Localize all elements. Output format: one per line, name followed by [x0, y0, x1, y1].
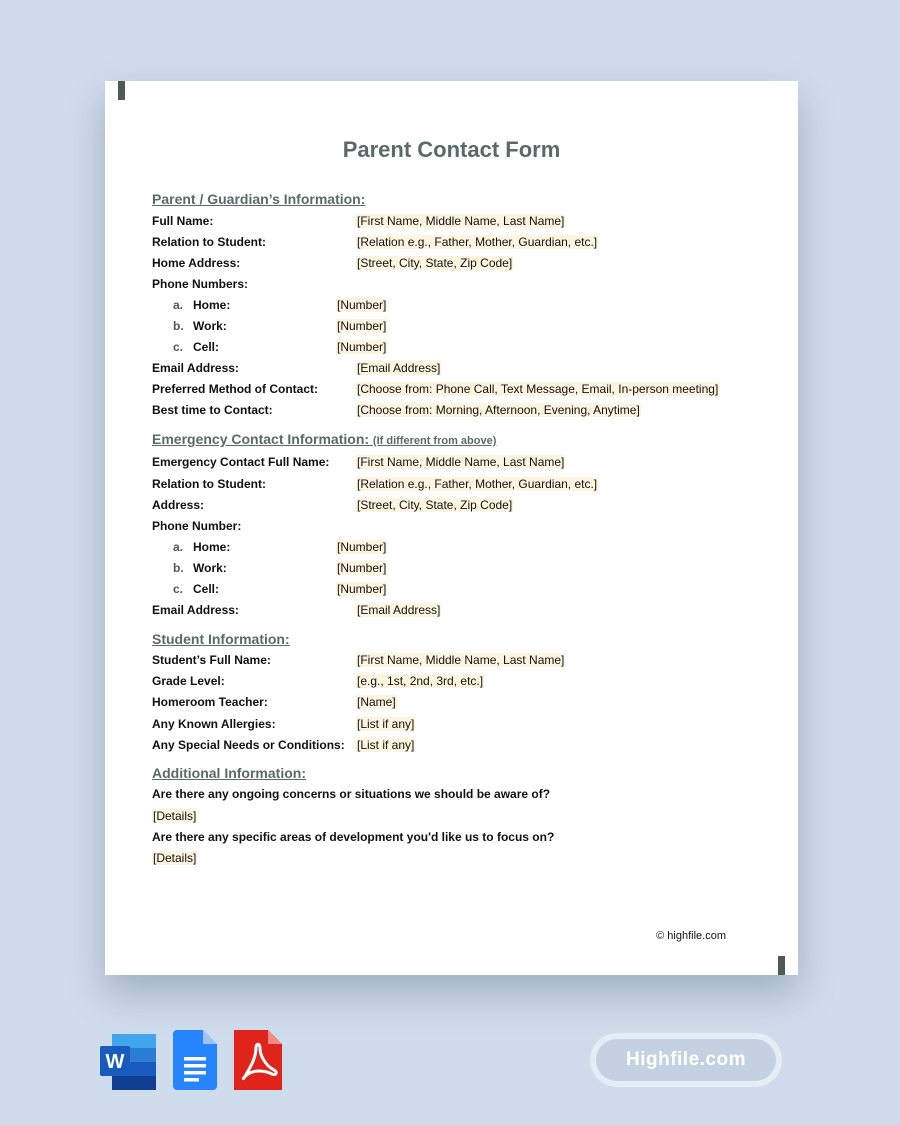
sub-field-label	[152, 582, 336, 596]
emergency-heading-text: Emergency Contact Information:	[152, 430, 370, 447]
form-row	[152, 692, 762, 713]
emergency-section	[152, 452, 762, 621]
form-row	[152, 713, 762, 734]
field-placeholder: [Name]	[357, 695, 396, 710]
sub-field-label	[152, 298, 336, 312]
field-placeholder: [First Name, Middle Name, Last Name]	[357, 213, 565, 228]
field-placeholder: [Number]	[337, 582, 387, 597]
field-placeholder: [List if any]	[357, 737, 415, 752]
form-row	[152, 494, 762, 515]
word-icon[interactable]	[100, 1030, 156, 1090]
copyright-footer: © highfile.com	[656, 930, 726, 942]
format-icons	[100, 1030, 282, 1090]
sub-field-label	[152, 540, 336, 554]
list-letter: b.	[173, 560, 184, 575]
field-label: Address:	[152, 497, 205, 512]
sub-field-text: Cell:	[193, 340, 220, 355]
additional-question-1: Are there any ongoing concerns or situations we should be aware of?	[152, 787, 551, 802]
pdf-icon[interactable]	[234, 1030, 282, 1090]
field-label: Grade Level:	[152, 674, 225, 689]
emergency-section-heading	[152, 429, 762, 451]
field-placeholder: [First Name, Middle Name, Last Name]	[357, 455, 565, 470]
form-row	[152, 650, 762, 671]
field-label: Full Name:	[152, 213, 214, 228]
field-label: Student’s Full Name:	[152, 653, 271, 668]
form-row	[152, 294, 762, 315]
sub-field-text: Home:	[193, 297, 231, 312]
emergency-subheading: (If different from above)	[372, 434, 497, 447]
highfile-brand-badge[interactable]	[590, 1033, 782, 1087]
field-placeholder: [Number]	[337, 297, 387, 312]
field-label: Emergency Contact Full Name:	[152, 455, 330, 470]
field-placeholder: [Number]	[337, 539, 387, 554]
list-letter: a.	[173, 539, 184, 554]
student-section-heading: Student Information:	[152, 630, 290, 647]
parent-section	[152, 210, 762, 421]
student-section	[152, 650, 762, 755]
field-placeholder: [List if any]	[357, 716, 415, 731]
field-placeholder: [Choose from: Phone Call, Text Message, Email, In-person meeting]	[357, 382, 719, 397]
corner-marker-top	[118, 81, 125, 100]
field-label: Relation to Student:	[152, 476, 266, 491]
additional-section-heading: Additional Information:	[152, 765, 306, 782]
field-placeholder: [Number]	[337, 340, 387, 355]
field-label: Home Address:	[152, 255, 241, 270]
svg-text:W: W	[105, 1051, 125, 1073]
sub-field-text: Work:	[193, 560, 227, 575]
parent-section-heading: Parent / Guardian’s Information:	[152, 191, 366, 207]
list-letter: c.	[173, 582, 184, 597]
form-row	[152, 671, 762, 692]
field-label: Preferred Method of Contact:	[152, 382, 319, 397]
form-row	[152, 337, 762, 358]
form-row	[152, 273, 762, 294]
details-placeholder: [Details]	[153, 808, 197, 823]
field-label: Email Address:	[152, 361, 239, 376]
field-label: Phone Numbers:	[152, 276, 249, 291]
form-row	[152, 536, 762, 557]
field-placeholder: [Street, City, State, Zip Code]	[357, 255, 513, 270]
form-row	[152, 473, 762, 494]
field-placeholder: [First Name, Middle Name, Last Name]	[357, 653, 565, 668]
field-placeholder: [Email Address]	[357, 361, 441, 376]
form-content	[152, 189, 762, 870]
field-placeholder: [Email Address]	[357, 603, 441, 618]
brand-label: Highfile.com	[596, 1039, 776, 1081]
sub-field-label	[152, 340, 336, 354]
form-row	[152, 557, 762, 578]
field-label: Relation to Student:	[152, 234, 266, 249]
field-label: Best time to Contact:	[152, 403, 273, 418]
google-docs-icon[interactable]	[173, 1030, 217, 1090]
form-row	[152, 210, 762, 231]
field-label: Any Special Needs or Conditions:	[152, 737, 345, 752]
field-placeholder: [Choose from: Morning, Afternoon, Evening, Anytime]	[357, 403, 640, 418]
field-placeholder: [Number]	[337, 560, 387, 575]
sub-field-label	[152, 561, 336, 575]
field-label: Email Address:	[152, 603, 239, 618]
list-letter: b.	[173, 319, 184, 334]
list-letter: a.	[173, 297, 184, 312]
form-row	[152, 734, 762, 755]
sub-field-text: Work:	[193, 319, 227, 334]
form-row	[152, 400, 762, 421]
field-label: Phone Number:	[152, 518, 242, 533]
sub-field-label	[152, 319, 336, 333]
list-letter: c.	[173, 340, 184, 355]
form-row	[152, 579, 762, 600]
field-label: Homeroom Teacher:	[152, 695, 268, 710]
form-row	[152, 452, 762, 473]
field-placeholder: [Relation e.g., Father, Mother, Guardian, etc.]	[357, 476, 598, 491]
page-title: Parent Contact Form	[342, 137, 561, 162]
details-placeholder: [Details]	[153, 851, 197, 866]
sub-field-text: Home:	[193, 539, 231, 554]
form-row	[152, 600, 762, 621]
form-row	[152, 515, 762, 536]
document-page	[105, 81, 798, 975]
field-placeholder: [Number]	[337, 319, 387, 334]
additional-details-1	[152, 806, 762, 827]
field-label: Any Known Allergies:	[152, 716, 276, 731]
sub-field-text: Cell:	[193, 582, 220, 597]
field-placeholder: [Street, City, State, Zip Code]	[357, 497, 513, 512]
field-placeholder: [e.g., 1st, 2nd, 3rd, etc.]	[357, 674, 484, 689]
form-row	[152, 315, 762, 336]
form-row	[152, 231, 762, 252]
corner-marker-bottom	[778, 956, 785, 975]
form-row	[152, 379, 762, 400]
field-placeholder: [Relation e.g., Father, Mother, Guardian, etc.]	[357, 234, 598, 249]
additional-question-2: Are there any specific areas of development you'd like us to focus on?	[152, 829, 555, 844]
form-row	[152, 358, 762, 379]
additional-details-2	[152, 848, 762, 869]
form-row	[152, 252, 762, 273]
